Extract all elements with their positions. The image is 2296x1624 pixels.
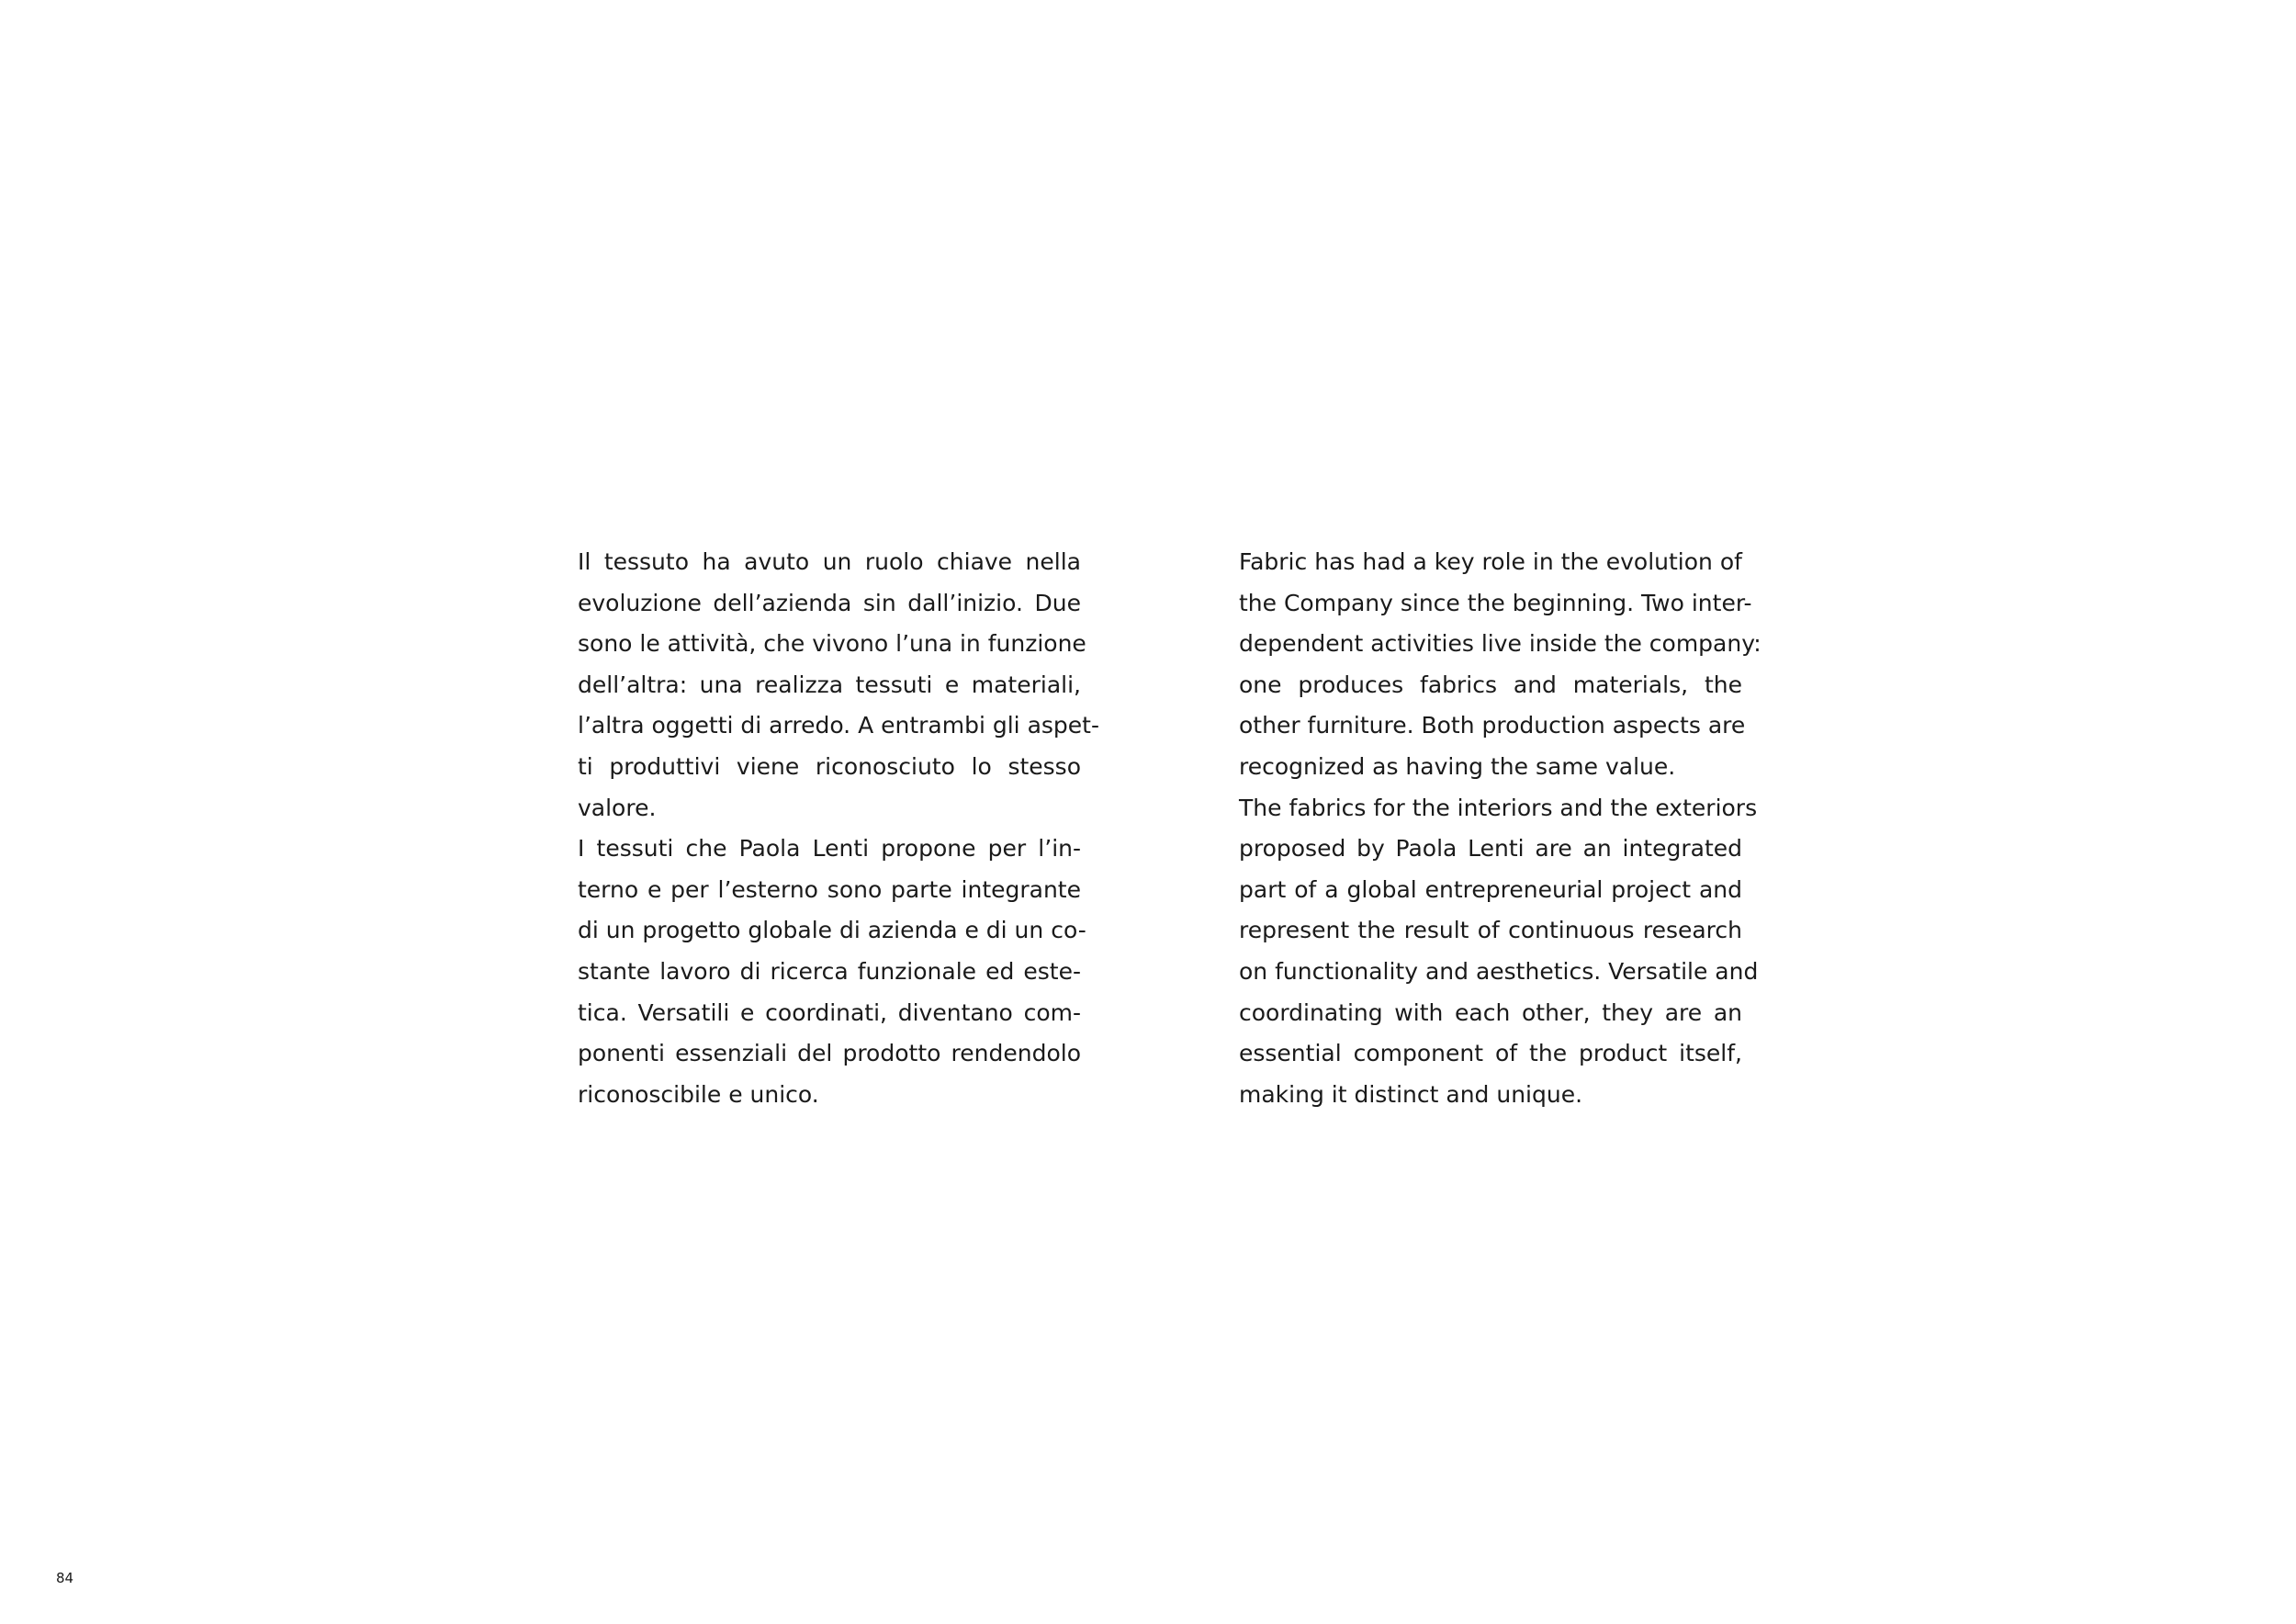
english-text-line: making it distinct and unique. — [1239, 1080, 1583, 1108]
italian-text-line: valore. — [578, 794, 657, 821]
italian-text-line: ti produttivi viene riconosciuto lo stesso — [578, 752, 1081, 780]
italian-text-line: dell’altra: una realizza tessuti e materiali, — [578, 671, 1081, 698]
italian-text-line: terno e per l’esterno sono parte integrante — [578, 875, 1081, 903]
italian-text-line: evoluzione dell’azienda sin dall’inizio. Due — [578, 589, 1081, 616]
english-text-line: essential component of the product itself, — [1239, 1040, 1742, 1067]
english-text-line: The fabrics for the interiors and the exteriors — [1239, 794, 1758, 821]
italian-text-line: stante lavoro di ricerca funzionale ed este- — [578, 957, 1081, 985]
english-text-line: part of a global entrepreneurial project and — [1239, 875, 1742, 903]
english-text-column — [1239, 542, 1761, 1115]
italian-text-line: I tessuti che Paola Lenti propone per l’in- — [578, 835, 1081, 863]
italian-text-line: sono le attività, che vivono l’una in funzione — [578, 630, 1086, 658]
english-text-line: Fabric has had a key role in the evolution of — [1239, 548, 1742, 575]
italian-text-line: Il tessuto ha avuto un ruolo chiave nella — [578, 548, 1081, 575]
english-text-line: dependent activities live inside the company: — [1239, 630, 1761, 658]
italian-text-column — [578, 542, 1099, 1115]
italian-text-line: tica. Versatili e coordinati, diventano com- — [578, 998, 1081, 1026]
english-text-line: recognized as having the same value. — [1239, 752, 1676, 780]
italian-text-line: di un progetto globale di azienda e di un co- — [578, 917, 1086, 944]
english-text-line: other furniture. Both production aspects are — [1239, 712, 1746, 739]
english-text-line: on functionality and aesthetics. Versatile and — [1239, 957, 1759, 985]
italian-text-line: ponenti essenziali del prodotto rendendolo — [578, 1040, 1081, 1067]
english-text-line: proposed by Paola Lenti are an integrated — [1239, 835, 1742, 863]
italian-text-line: l’altra oggetti di arredo. A entrambi gli aspet- — [578, 712, 1099, 739]
english-text-line: the Company since the beginning. Two inter- — [1239, 589, 1752, 616]
english-text-line: represent the result of continuous research — [1239, 917, 1742, 944]
english-text-line: coordinating with each other, they are an — [1239, 998, 1742, 1026]
italian-text-line: riconoscibile e unico. — [578, 1080, 819, 1108]
page-number: 84 — [56, 1570, 74, 1586]
english-text-line: one produces fabrics and materials, the — [1239, 671, 1742, 698]
